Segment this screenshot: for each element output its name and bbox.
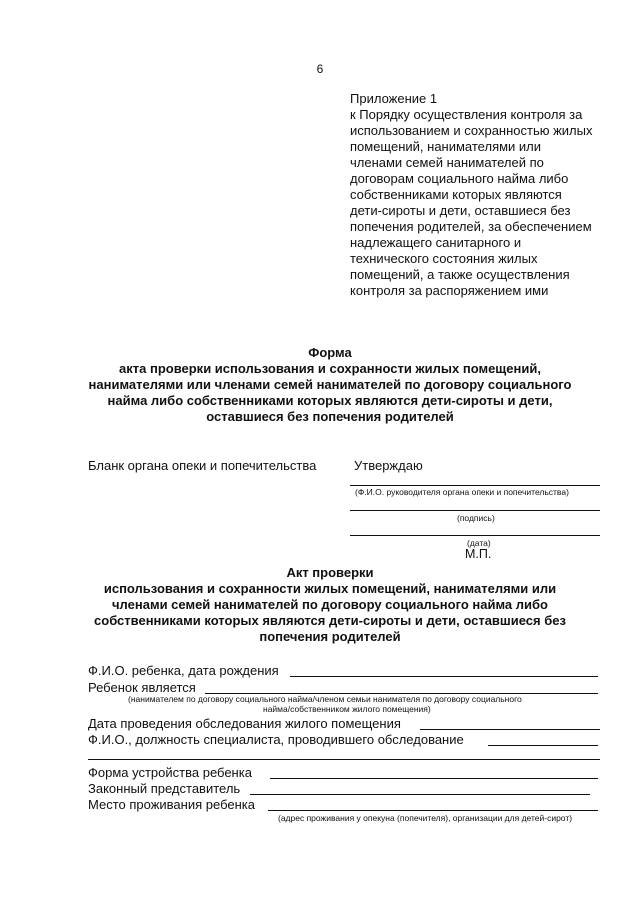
appendix-note: [350, 91, 620, 299]
legal-rep-line[interactable]: [250, 794, 590, 795]
child-is-caption: (нанимателем по договору социального найма/членом семьи нанимателя по договору социального: [128, 694, 522, 704]
child-name-label: Ф.И.О. ребенка, дата рождения: [88, 663, 279, 678]
legal-rep-label: Законный представитель: [88, 781, 241, 796]
inspection-date-label: Дата проведения обследования жилого помещения: [88, 716, 401, 731]
appendix-line: технического состояния жилых: [350, 251, 538, 266]
appendix-line: контроля за распоряжением ими: [350, 283, 549, 298]
form-title-line: акта проверки использования и сохранности жилых помещений,: [119, 361, 541, 376]
act-title-line: использования и сохранности жилых помещений, нанимателями или: [103, 581, 557, 596]
signature-line[interactable]: [350, 510, 600, 511]
date-line[interactable]: [350, 535, 600, 536]
blank-label: Бланк органа опеки и попечительства: [88, 458, 317, 473]
head-caption: (Ф.И.О. руководителя органа опеки и попечительства): [355, 487, 569, 497]
appendix-line: помещений, нанимателями или: [350, 139, 542, 154]
child-is-caption: найма/собственником жилого помещения): [263, 704, 431, 714]
appendix-line: надлежащего санитарного и: [350, 235, 522, 250]
head-name-line[interactable]: [350, 485, 600, 486]
page-number: 6: [316, 62, 324, 76]
residence-label: Место проживания ребенка: [88, 797, 255, 812]
act-title-line: Акт проверки: [286, 565, 374, 580]
appendix-line: договорам социального найма либо: [350, 171, 569, 186]
residence-caption: (адрес проживания у опекуна (попечителя), организации для детей-сирот): [278, 813, 573, 823]
appendix-line: использованием и сохранностью жилых: [350, 123, 593, 138]
inspection-date-line[interactable]: [420, 729, 600, 730]
act-title: [60, 565, 600, 645]
approve-label: Утверждаю: [354, 458, 423, 473]
form-title: [60, 345, 600, 425]
form-title-line: Форма: [308, 345, 352, 360]
placement-form-line[interactable]: [270, 778, 598, 779]
date-caption: (дата): [467, 538, 491, 548]
signature-caption: (подпись): [457, 513, 495, 523]
act-title-line: собственниками которых являются дети-сироты и дети, оставшиеся без: [94, 613, 566, 628]
placement-form-label: Форма устройства ребенка: [88, 765, 252, 780]
child-name-line[interactable]: [290, 676, 598, 677]
form-title-line: найма либо собственниками которых являются дети-сироты и дети,: [107, 393, 553, 408]
specialist-extra-line[interactable]: [88, 759, 600, 760]
appendix-line: к Порядку осуществления контроля за: [350, 107, 583, 122]
form-title-line: нанимателями или членами семей нанимателей по договору социального: [88, 377, 572, 392]
act-title-line: попечения родителей: [259, 629, 401, 644]
appendix-line: попечения родителей, за обеспечением: [350, 219, 592, 234]
appendix-line: дети-сироты и дети, оставшиеся без: [350, 203, 571, 218]
residence-line[interactable]: [268, 810, 598, 811]
stamp-label: М.П.: [465, 547, 492, 561]
child-is-label: Ребенок является: [88, 680, 196, 695]
appendix-line: членами семей нанимателей по: [350, 155, 544, 170]
appendix-line: собственниками которых являются: [350, 187, 562, 202]
specialist-label: Ф.И.О., должность специалиста, проводившего обследование: [88, 732, 464, 747]
act-title-line: членами семей нанимателей по договору социального найма либо: [112, 597, 548, 612]
specialist-line[interactable]: [488, 745, 598, 746]
form-title-line: оставшиеся без попечения родителей: [206, 409, 454, 424]
appendix-line: помещений, а также осуществления: [350, 267, 570, 282]
appendix-line: Приложение 1: [350, 91, 438, 106]
